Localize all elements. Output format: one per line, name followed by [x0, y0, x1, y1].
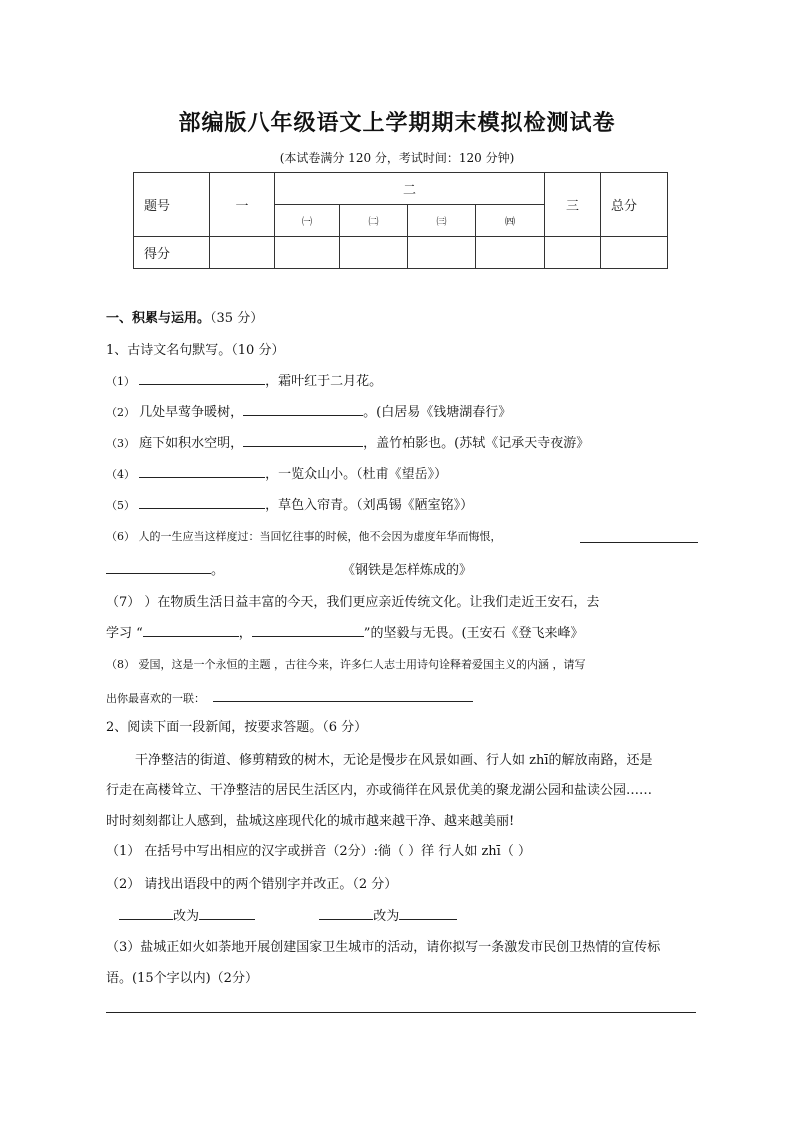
q1-item-2: （2） 几处早莺争暖树， 。(白居易《钱塘湖春行》: [106, 401, 706, 420]
q2-correction-row: [119, 905, 679, 924]
score-cell[interactable]: [408, 237, 476, 269]
q2-sub3: （3）盐城正如火如荼地开展创建国家卫生城市的活动，请你拟写一条激发市民创卫热情的宣传标: [106, 940, 661, 955]
q1-item-7: （7） ）在物质生活日益丰富的今天，我们更应亲近传统文化。让我们走近王安石，去: [106, 595, 600, 610]
section1-heading: 一、积累与运用。（35 分）: [106, 311, 264, 326]
q2-sub3-line2: 语。(15个字以内)（2分）: [106, 971, 258, 986]
score-table-subcol: ㈢: [408, 205, 476, 237]
answer-line[interactable]: [106, 1012, 696, 1013]
score-row-label: 得分: [134, 237, 210, 269]
q1-item-7-line2: 学习 “ ， ”的坚毅与无畏。(王安石《登飞来峰》: [106, 622, 706, 641]
q2-sub1: （1） 在括号中写出相应的汉字或拼音（2分）:徜（ ）徉 行人如 zhī（ ）: [106, 844, 531, 859]
answer-blank[interactable]: [580, 528, 698, 547]
q1-item-5: （5） ，草色入帘青。（刘禹锡《陋室铭》）: [106, 494, 706, 513]
score-cell[interactable]: [601, 237, 668, 269]
score-table: [133, 172, 668, 269]
score-cell[interactable]: [340, 237, 408, 269]
change-label: 改为: [173, 909, 200, 924]
answer-blank[interactable]: [199, 905, 255, 920]
score-table-header-label: 题号: [134, 173, 210, 237]
q1-item-4: （4） ，一览众山小。（杜甫《望岳》）: [106, 463, 706, 482]
answer-blank[interactable]: [252, 622, 364, 637]
answer-blank[interactable]: [139, 494, 265, 509]
answer-blank[interactable]: [243, 401, 363, 416]
q2-paragraph-line: 行走在高楼耸立、干净整洁的居民生活区内，亦或徜徉在风景优美的聚龙湖公园和盐读公园……: [106, 783, 653, 798]
q1-item-8-line2: 出你最喜欢的一联：: [106, 687, 706, 706]
answer-blank[interactable]: [399, 905, 457, 920]
q1-item-6-source: 《钢铁是怎样炼成的》: [342, 563, 473, 578]
score-cell[interactable]: [476, 237, 545, 269]
q1-item-6-line2: 。: [106, 559, 706, 578]
answer-blank[interactable]: [139, 463, 265, 478]
score-table-total: 总分: [601, 173, 668, 237]
q2-paragraph-line: 时时刻刻都让人感到，盐城这座现代化的城市越来越干净、越来越美丽!: [106, 814, 515, 829]
score-table-subcol: ㈣: [476, 205, 545, 237]
q1-item-8: （8） 爱国，这是一个永恒的主题 ，古往今来，许多仁人志士用诗句诠释着爱国主义的内涵 ，请写: [106, 658, 586, 671]
score-table-col2: 二: [275, 173, 545, 205]
q2-paragraph-line: 干净整洁的街道、修剪精致的树木，无论是慢步在风景如画、行人如 zhī的解放南路，还是: [135, 753, 653, 768]
q2-sub2: （2） 请找出语段中的两个错别字并改正。（2 分）: [106, 877, 398, 892]
answer-blank[interactable]: [213, 687, 473, 702]
change-label: 改为: [373, 909, 400, 924]
score-cell[interactable]: [545, 237, 601, 269]
answer-blank[interactable]: [319, 905, 373, 920]
score-table-subcol: ㈡: [340, 205, 408, 237]
answer-blank[interactable]: [119, 905, 173, 920]
score-table-subcol: ㈠: [275, 205, 340, 237]
q1-item-6: （6） 人的一生应当这样度过：当回忆往事的时候，他不会因为虚度年华而悔恨，: [106, 530, 502, 543]
q2-title: 2、阅读下面一段新闻，按要求答题。（6 分）: [106, 720, 368, 735]
exam-info: (本试卷满分 120 分，考试时间：120 分钟): [279, 151, 515, 165]
answer-blank[interactable]: [106, 559, 211, 574]
score-table-col3: 三: [545, 173, 601, 237]
q1-title: 1、古诗文名句默写。（10 分）: [106, 343, 285, 358]
score-cell[interactable]: [210, 237, 275, 269]
page-title: 部编版八年级语文上学期期末模拟检测试卷: [178, 111, 616, 136]
score-cell[interactable]: [275, 237, 340, 269]
q1-item-1: （1） ，霜叶红于二月花。: [106, 370, 706, 389]
answer-blank[interactable]: [139, 370, 265, 385]
score-table-col1: 一: [210, 173, 275, 237]
q1-item-3: （3） 庭下如积水空明， ，盖竹柏影也。(苏轼《记承天寺夜游》: [106, 432, 706, 451]
answer-blank[interactable]: [243, 432, 363, 447]
answer-blank[interactable]: [143, 622, 239, 637]
